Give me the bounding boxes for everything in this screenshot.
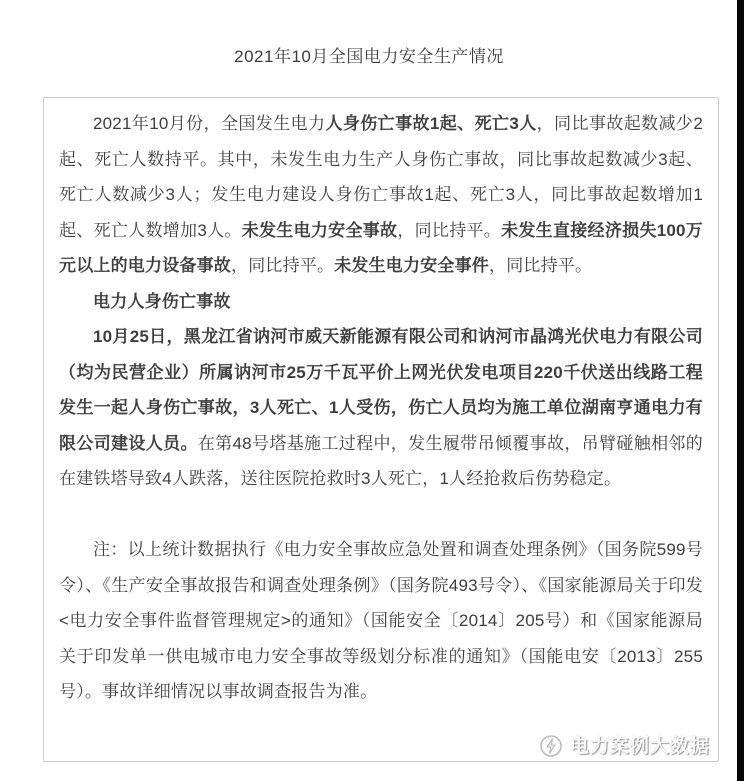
text-run-bold: 未发生直接经济损失100万元以上的电力设备事故 (59, 220, 703, 275)
text-run-bold: 电力人身伤亡事故 (93, 291, 231, 311)
power-logo-icon (539, 734, 563, 758)
right-edge-bar (737, 0, 744, 781)
watermark-label: 电力案例大数据 (569, 735, 710, 757)
text-run: ，同比持平。 (231, 256, 335, 275)
text-run-bold: 10月25日，黑龙江省讷河市威天新能源有限公司和讷河市晶鸿光伏电力有限公司（均为民营企业）所属讷河市25万千瓦平价上网光伏发电项目220千伏送出线路工程发生一起人身伤亡事故，3人死亡、1人受伤，伤亡人员均为施工单位湖南亨通电力有限公司建设人员。 (59, 327, 703, 453)
paragraph (59, 106, 703, 284)
content-box (43, 97, 719, 762)
article-body (59, 106, 703, 710)
text-run: ，同比事故起数减少2起、死亡人数持平。其中，未发生电力生产人身伤亡事故，同比事故起数减少3起、死亡人数减少3人；发生电力建设人身伤亡事故1起、死亡3人，同比事故起数增加1起、死亡人数增加3人。 (59, 114, 703, 240)
text-run-bold: 未发生电力安全事故 (241, 220, 398, 240)
text-run: ，同比持平。 (489, 256, 593, 275)
text-run: 注：以上统计数据执行《电力安全事故应急处置和调查处理条例》（国务院599号令）、《生产安全事故报告和调查处理条例》（国务院493号令）、《国家能源局关于印发<电力安全事件监督管理规定>的通知》（国能安全〔2014〕205号）和《国家能源局关于印发单一供电城市电力安全事故等级划分标准的通知》（国能电安〔2013〕255号）。事故详细情况以事故调查报告为准。 (59, 540, 703, 701)
page-title: 2021年10月全国电力安全生产情况 (234, 47, 504, 66)
text-run-bold: 人身伤亡事故1起、死亡3人 (325, 114, 537, 133)
paragraph (59, 319, 703, 497)
watermark (539, 734, 710, 758)
text-run: 在第48号塔基施工过程中，发生履带吊倾覆事故，吊臂碰触相邻的在建铁塔导致4人跌落，送往医院抢救时3人死亡，1人经抢救后伤势稳定。 (59, 433, 703, 488)
section-heading (59, 284, 703, 320)
text-run: ，同比持平。 (397, 220, 502, 240)
text-run: 2021年10月份，全国发生电力 (93, 114, 326, 133)
blank-line (59, 497, 703, 533)
text-run-bold: 未发生电力安全事件 (334, 256, 490, 275)
paragraph (59, 532, 703, 710)
